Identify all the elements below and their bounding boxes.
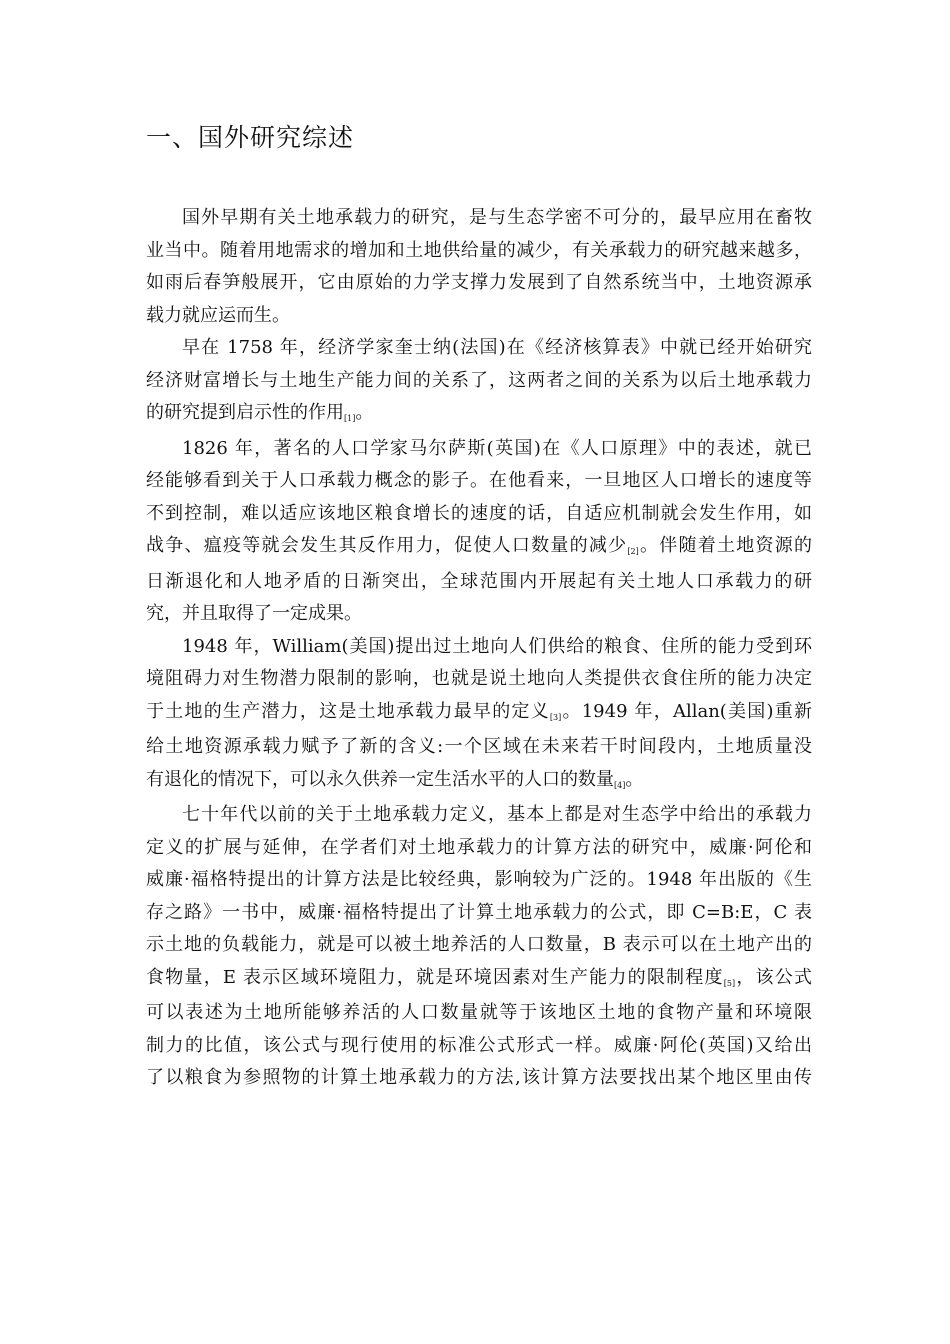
citation-ref: [2]: [627, 547, 639, 556]
text-line: 了以粮食为参照物的计算土地承载力的方法,该计算方法要找出某个地区里由传: [146, 1067, 812, 1088]
paragraph-5: [146, 799, 812, 1095]
text-line: 可以表述为土地所能够养活的人口数量就等于该地区土地的食物产量和环境限: [146, 1002, 812, 1023]
text-line: [146, 530, 812, 566]
text-segment: 。: [625, 768, 644, 790]
text-line: 给土地资源承载力赋予了新的含义:一个区域在未来若干时间段内，土地质量没: [146, 736, 812, 757]
text-line: 存之路》一书中，威廉·福格特提出了计算土地承载力的公式，即 C=B:E，C 表: [146, 901, 812, 923]
text-line: 1948 年，William(美国)提出过土地向人们供给的粮食、住所的能力受到环: [182, 635, 812, 657]
text-line: 业当中。随着用地需求的增加和土地供给量的减少，有关承载力的研究越来越多，: [146, 239, 812, 261]
text-line: 经能够看到关于人口承载力概念的影子。在他看来，一旦地区人口增长的速度等: [146, 470, 812, 491]
text-line: [146, 397, 812, 433]
text-line: 定义的扩展与延伸，在学者们对土地承载力的计算方法的研究中，威廉·阿伦和: [146, 836, 812, 858]
text-line: 如雨后春笋般展开，它由原始的力学支撑力发展到了自然系统当中，土地资源承: [146, 272, 812, 293]
text-segment: 。伴随着土地资源的: [638, 535, 813, 556]
citation-ref: [3]: [549, 712, 562, 722]
paragraph-2: [146, 332, 812, 433]
text-line: 不到控制，难以适应该地区粮食增长的速度的话，自适应机制就会发生作用，如: [146, 502, 812, 524]
text-line: 早在 1758 年，经济学家奎士纳(法国)在《经济核算表》中就已经开始研究: [182, 337, 812, 358]
text-segment: 有退化的情况下，可以永久供养一定生活水平的人口的数量: [146, 768, 614, 790]
text-line: 制力的比值，该公式与现行使用的标准公式形式一样。威廉·阿伦(英国)又给出: [146, 1034, 812, 1056]
document-body: [146, 202, 812, 1095]
citation-ref: [1]: [344, 414, 356, 423]
section-heading: 一、国外研究综述: [146, 123, 355, 152]
text-line: 1826 年，著名的人口学家马尔萨斯(英国)在《人口原理》中的表述，就已: [182, 437, 812, 459]
text-segment: ，该公式: [735, 966, 813, 988]
text-line: 载力就应运而生。: [146, 304, 290, 326]
paragraph-4: [146, 631, 812, 800]
text-line: [146, 764, 812, 800]
text-segment: 于土地的生产潜力，这是土地承载力最早的定义: [146, 700, 550, 722]
text-segment: 战争、瘟疫等就会发生其反作用力，促使人口数量的减少: [146, 535, 628, 556]
text-line: 日渐退化和人地矛盾的日渐突出，全球范围内开展起有关土地人口承载力的研: [146, 570, 812, 592]
text-segment: 。1949 年，Allan(美国)重新: [561, 700, 812, 722]
text-segment: 。: [355, 402, 374, 423]
text-line: 经济财富增长与土地生产能力间的关系了，这两者之间的关系为以后土地承载力: [146, 369, 812, 391]
citation-ref: [4]: [614, 780, 626, 790]
text-line: 境阻碍力对生物潜力限制的影响，也就是说土地向人类提供衣食住所的能力决定: [146, 668, 812, 689]
paragraph-3: [146, 433, 812, 631]
text-segment: 的研究提到启示性的作用: [146, 402, 344, 423]
paragraph-1: [146, 202, 812, 332]
text-line: 威廉·福格特提出的计算方法是比较经典，影响较为广泛的。1948 年出版的《生: [146, 869, 812, 890]
citation-ref: [5]: [723, 978, 736, 988]
text-line: 国外早期有关土地承载力的研究，是与生态学密不可分的，最早应用在畜牧: [182, 207, 812, 228]
text-line: 示土地的负载能力，就是可以被土地养活的人口数量，B 表示可以在土地产出的: [146, 934, 812, 955]
text-line: [146, 696, 812, 732]
text-line: 七十年代以前的关于土地承载力定义，基本上都是对生态学中给出的承载力: [182, 804, 812, 825]
text-line: 究，并且取得了一定成果。: [146, 603, 362, 624]
text-segment: 食物量，E 表示区域环境阻力，就是环境因素对生产能力的限制程度: [146, 966, 724, 988]
text-line: [146, 962, 812, 998]
